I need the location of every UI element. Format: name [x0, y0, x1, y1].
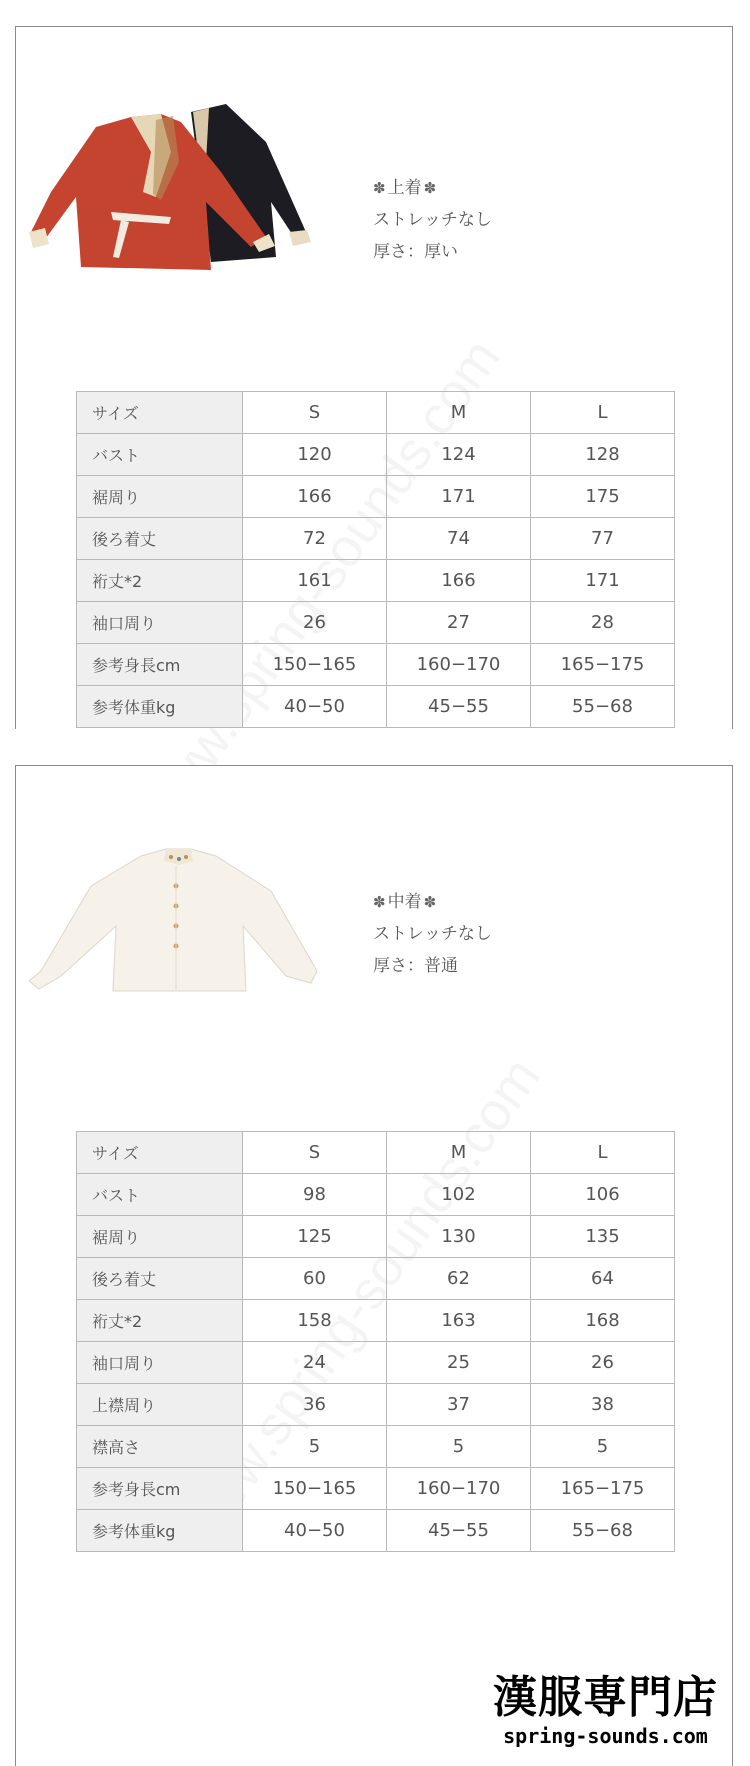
table-row: [77, 1216, 675, 1258]
table-cell: 102: [387, 1174, 531, 1216]
table-cell: 135: [531, 1216, 675, 1258]
table-cell: 60: [243, 1258, 387, 1300]
row-label: 参考身長cm: [77, 644, 243, 686]
row-label: 参考身長cm: [77, 1468, 243, 1510]
row-label: 参考体重kg: [77, 686, 243, 728]
table-cell: 106: [531, 1174, 675, 1216]
table-cell: 120: [243, 434, 387, 476]
size-panel-outer: [15, 26, 733, 729]
brand-logo: [493, 1672, 718, 1748]
table-header: S: [243, 392, 387, 434]
table-cell: 26: [531, 1342, 675, 1384]
table-header: L: [531, 1132, 675, 1174]
section-title: [373, 886, 492, 918]
row-label: 参考体重kg: [77, 1510, 243, 1552]
product-info: [373, 886, 492, 982]
table-header: M: [387, 1132, 531, 1174]
flower-icon: ✽: [373, 179, 386, 197]
table-cell: 55−68: [531, 686, 675, 728]
flower-icon: ✽: [423, 893, 437, 911]
table-cell: 168: [531, 1300, 675, 1342]
outer-jacket-image: [21, 82, 331, 282]
table-row: [77, 644, 675, 686]
row-label: 袖口周り: [77, 602, 243, 644]
table-cell: 64: [531, 1258, 675, 1300]
table-cell: 24: [243, 1342, 387, 1384]
table-cell: 40−50: [243, 1510, 387, 1552]
table-header-row: [77, 392, 675, 434]
table-cell: 5: [243, 1426, 387, 1468]
row-label: 裄丈*2: [77, 1300, 243, 1342]
table-cell: 38: [531, 1384, 675, 1426]
section-title: [373, 172, 492, 204]
row-label: 後ろ着丈: [77, 518, 243, 560]
row-label: 裄丈*2: [77, 560, 243, 602]
size-table: [76, 391, 675, 728]
table-cell: 36: [243, 1384, 387, 1426]
size-table: [76, 1131, 675, 1552]
table-cell: 166: [243, 476, 387, 518]
table-cell: 150−165: [243, 1468, 387, 1510]
table-cell: 74: [387, 518, 531, 560]
table-header: サイズ: [77, 1132, 243, 1174]
table-cell: 163: [387, 1300, 531, 1342]
table-cell: 98: [243, 1174, 387, 1216]
table-cell: 125: [243, 1216, 387, 1258]
section-title-text: 中着: [387, 892, 422, 912]
table-row: [77, 518, 675, 560]
table-cell: 130: [387, 1216, 531, 1258]
table-header: サイズ: [77, 392, 243, 434]
table-cell: 55−68: [531, 1510, 675, 1552]
table-header: M: [387, 392, 531, 434]
table-cell: 45−55: [387, 686, 531, 728]
brand-name: 漢服専門店: [493, 1672, 718, 1723]
row-label: 後ろ着丈: [77, 1258, 243, 1300]
table-row: [77, 1300, 675, 1342]
table-cell: 128: [531, 434, 675, 476]
table-row: [77, 602, 675, 644]
brand-url: spring-sounds.com: [503, 1724, 708, 1748]
table-row: [77, 1426, 675, 1468]
row-label: 袖口周り: [77, 1342, 243, 1384]
table-row: [77, 1258, 675, 1300]
row-label: 襟高さ: [77, 1426, 243, 1468]
table-cell: 25: [387, 1342, 531, 1384]
table-cell: 165−175: [531, 1468, 675, 1510]
table-cell: 28: [531, 602, 675, 644]
table-row: [77, 560, 675, 602]
table-cell: 27: [387, 602, 531, 644]
table-cell: 161: [243, 560, 387, 602]
row-label: バスト: [77, 1174, 243, 1216]
table-cell: 62: [387, 1258, 531, 1300]
table-cell: 5: [387, 1426, 531, 1468]
table-cell: 166: [387, 560, 531, 602]
stretch-text: ストレッチなし: [373, 210, 492, 230]
table-row: [77, 434, 675, 476]
table-cell: 165−175: [531, 644, 675, 686]
thickness-text: 厚さ：厚い: [373, 242, 458, 262]
table-row: [77, 476, 675, 518]
table-header-row: [77, 1132, 675, 1174]
table-cell: 40−50: [243, 686, 387, 728]
table-cell: 158: [243, 1300, 387, 1342]
flower-icon: ✽: [423, 179, 437, 197]
table-cell: 45−55: [387, 1510, 531, 1552]
thickness-text: 厚さ：普通: [373, 956, 458, 976]
middle-shirt-image: [21, 831, 331, 1001]
product-info: [373, 172, 492, 268]
table-cell: 171: [531, 560, 675, 602]
table-cell: 150−165: [243, 644, 387, 686]
table-cell: 37: [387, 1384, 531, 1426]
table-cell: 175: [531, 476, 675, 518]
row-label: 裾周り: [77, 476, 243, 518]
table-row: [77, 1510, 675, 1552]
table-cell: 160−170: [387, 1468, 531, 1510]
table-header: S: [243, 1132, 387, 1174]
table-row: [77, 1468, 675, 1510]
table-row: [77, 1174, 675, 1216]
table-cell: 72: [243, 518, 387, 560]
row-label: 上襟周り: [77, 1384, 243, 1426]
table-cell: 124: [387, 434, 531, 476]
size-panel-middle: [15, 765, 733, 1766]
table-cell: 5: [531, 1426, 675, 1468]
table-header: L: [531, 392, 675, 434]
table-cell: 77: [531, 518, 675, 560]
table-cell: 171: [387, 476, 531, 518]
table-cell: 26: [243, 602, 387, 644]
table-row: [77, 1342, 675, 1384]
stretch-text: ストレッチなし: [373, 924, 492, 944]
table-cell: 160−170: [387, 644, 531, 686]
row-label: 裾周り: [77, 1216, 243, 1258]
row-label: バスト: [77, 434, 243, 476]
table-row: [77, 686, 675, 728]
flower-icon: ✽: [373, 893, 386, 911]
table-row: [77, 1384, 675, 1426]
section-title-text: 上着: [387, 178, 422, 198]
